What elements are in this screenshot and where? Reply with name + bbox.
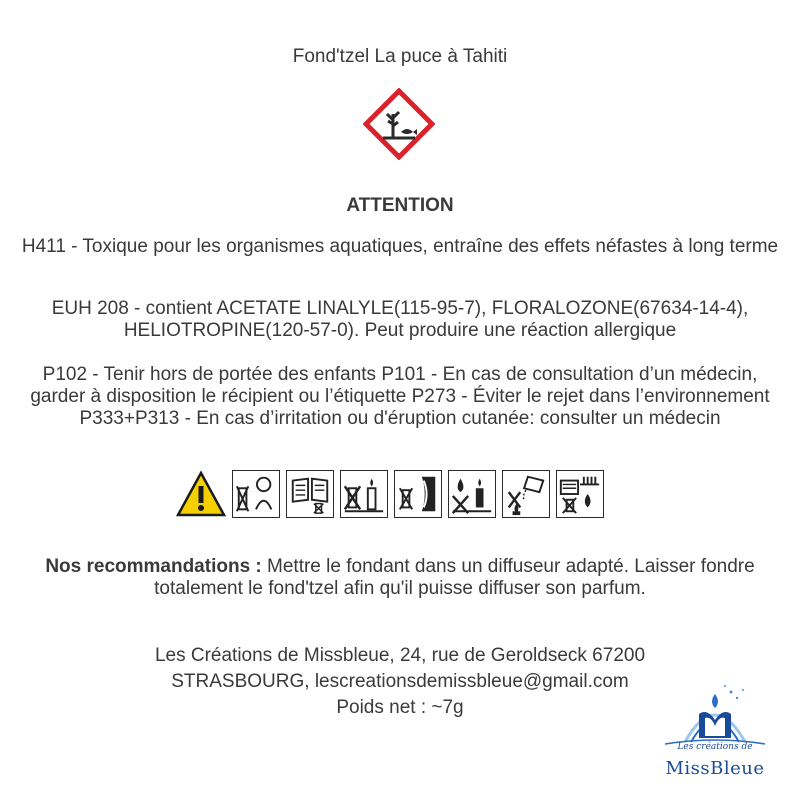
no-unattended-candle-icon — [340, 470, 388, 518]
no-children-icon — [232, 470, 280, 518]
no-flammables-icon — [448, 470, 496, 518]
warning-triangle-icon — [176, 470, 226, 518]
hazard-statement-h411: H411 - Toxique pour les organismes aquatiques, entraîne des effets néfastes à long terme — [21, 236, 779, 257]
environment-hazard-icon — [363, 88, 435, 160]
signal-word: ATTENTION — [346, 195, 454, 216]
no-water-on-flame-icon — [502, 470, 550, 518]
logo-subtitle: Les créations de — [677, 742, 753, 752]
no-near-heat-icon — [556, 470, 604, 518]
precautionary-statements: P102 - Tenir hors de portée des enfants P101 - En cas de consultation d’un médecin, garder à disposition le récipient ou l’étiquette P273 - Éviter le rejet dans l’environnement P333+P313 - En cas d’irritation ou d'éruption cutanée: consulter un médecin — [30, 364, 770, 429]
safety-icon-row — [176, 470, 604, 522]
logo-emblem-icon — [645, 680, 785, 750]
recommendations-text: Mettre le fondant dans un diffuseur adapté. Laisser fondre totalement le fond'tzel afin qu'il puisse diffuser son parfum. — [154, 556, 755, 599]
recommendations-label: Nos recommandations : — [45, 556, 262, 577]
net-weight: Poids net : ~7g — [336, 697, 464, 718]
missbleue-logo — [645, 680, 785, 780]
recommendations — [20, 556, 780, 600]
logo-name: MissBleue — [665, 758, 765, 779]
product-title: Fond'tzel La puce à Tahiti — [292, 46, 508, 67]
hazard-statement-euh208: EUH 208 - contient ACETATE LINALYLE(115-95-7), FLORALOZONE(67634-14-4), HELIOTROPINE(120-57-0). Peut produire une réaction allergique — [51, 298, 749, 341]
company-address-line1: Les Créations de Missbleue, 24, rue de Geroldseck 67200 — [154, 645, 646, 666]
keep-away-curtains-icon — [394, 470, 442, 518]
read-instructions-icon — [286, 470, 334, 518]
company-address-line2: STRASBOURG, lescreationsdemissbleue@gmail.com — [171, 671, 629, 692]
